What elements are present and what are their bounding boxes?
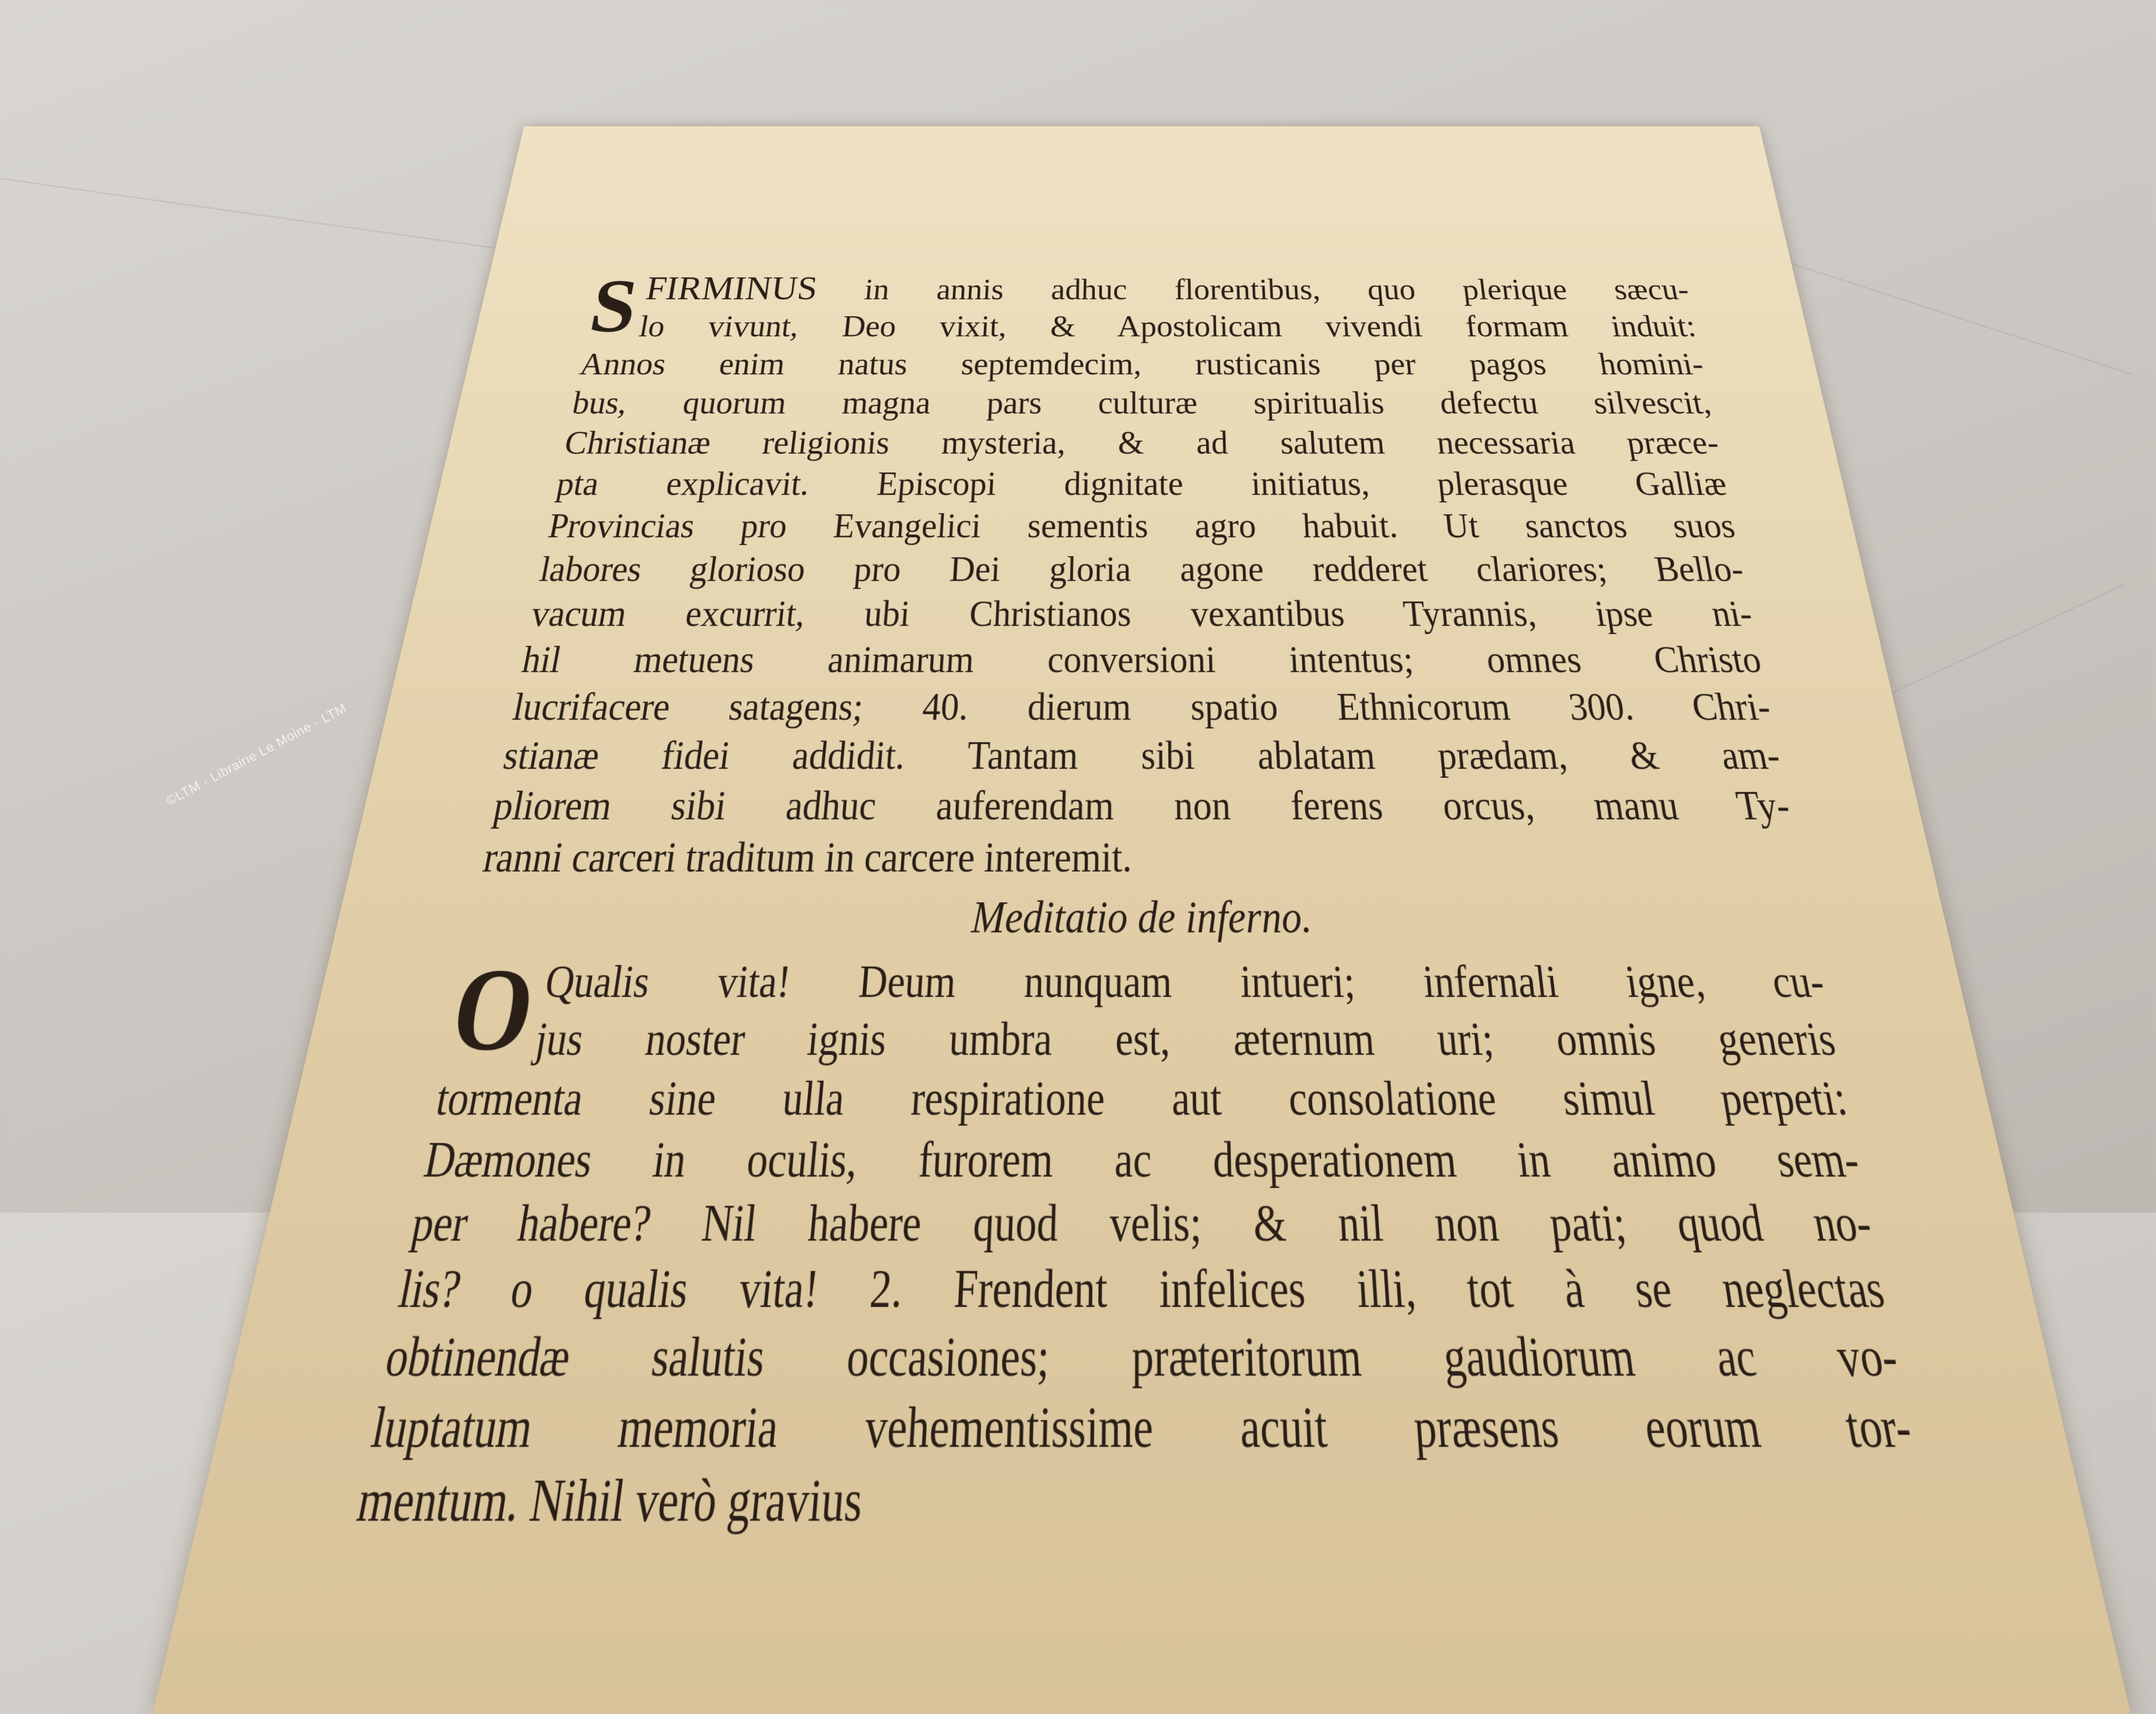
- text-line: ranni carceri traditum in carcere interemit.: [480, 833, 1132, 881]
- text-line: hil metuens animarum conversioni intentus; omnes Christo: [519, 638, 1764, 681]
- text-line: Qualis vita! Deum nunquam intueri; infernali igne, cu-: [541, 956, 1828, 1008]
- text-line: Annos enim natus septemdecim, rusticanis per pagos homini-: [577, 346, 1706, 382]
- text-line: luptatum memoria vehementissime acuit præsens eorum tor-: [367, 1394, 1916, 1460]
- text-line: tormenta sine ulla respiratione aut consolatione simul perpeti:: [432, 1070, 1851, 1126]
- text-line: bus, quorum magna pars culturæ spiritualis defectu silvescit,: [569, 385, 1714, 421]
- text-line: lo vivunt, Deo vixit, & Apostolicam vivendi formam induit:: [637, 309, 1699, 343]
- text-line: vacum excurrit, ubi Christianos vexantibus Tyrannis, ipse ni-: [528, 593, 1755, 634]
- watermark: ©LTM · Librairie Le Moine · LTM: [164, 700, 349, 808]
- text-line: Christianæ religionis mysteria, & ad salutem necessaria præce-: [561, 424, 1722, 461]
- dropcap-o: O: [442, 944, 544, 1075]
- text-line: lis? o qualis vita! 2. Frendent infelices illi, tot à se neglectas: [394, 1258, 1889, 1319]
- text-line: stianæ fidei addidit. Tantam sibi ablatam prædam, & am-: [500, 733, 1784, 778]
- text-line: obtinendæ salutis occasiones; præteritorum gaudiorum ac vo-: [381, 1325, 1902, 1388]
- text-line: pta explicavit. Episcopi dignitate initiatus, plerasque Galliæ: [554, 465, 1730, 502]
- dropcap-s: S: [583, 264, 644, 348]
- text-line: Provincias pro Evangelici sementis agro habuit. Ut sanctos suos: [545, 506, 1738, 545]
- text-line: mentum. Nihil verò gravius: [352, 1466, 865, 1534]
- text-line: pliorem sibi adhuc auferendam non ferens orcus, manu Ty-: [490, 782, 1793, 829]
- lead-word: FIRMINUS: [643, 269, 820, 307]
- paragraph-meditatio: [352, 944, 1932, 1539]
- meditatio-heading: Meditatio de inferno.: [970, 892, 1313, 943]
- text-line: FIRMINUS in annis adhuc florentibus, quo plerique sæcu-: [643, 269, 1691, 307]
- paragraph-firminus: [479, 264, 1804, 884]
- text-line: lucrifacere satagens; 40. dierum spatio Ethnicorum 300. Chri-: [510, 684, 1774, 729]
- text-line: Dæmones in oculis, furorem ac desperationem in animo sem-: [420, 1131, 1864, 1188]
- text-line: labores glorioso pro Dei gloria agone redderet clariores; Bello-: [537, 549, 1747, 589]
- text-line: per habere? Nil habere quod velis; & nil non pati; quod no-: [407, 1193, 1876, 1253]
- text-line: jus noster ignis umbra est, æternum uri; omnis generis: [532, 1012, 1840, 1066]
- page-text: [352, 264, 1932, 1538]
- book-page: [153, 126, 2131, 1714]
- marble-vein: [1871, 583, 2126, 703]
